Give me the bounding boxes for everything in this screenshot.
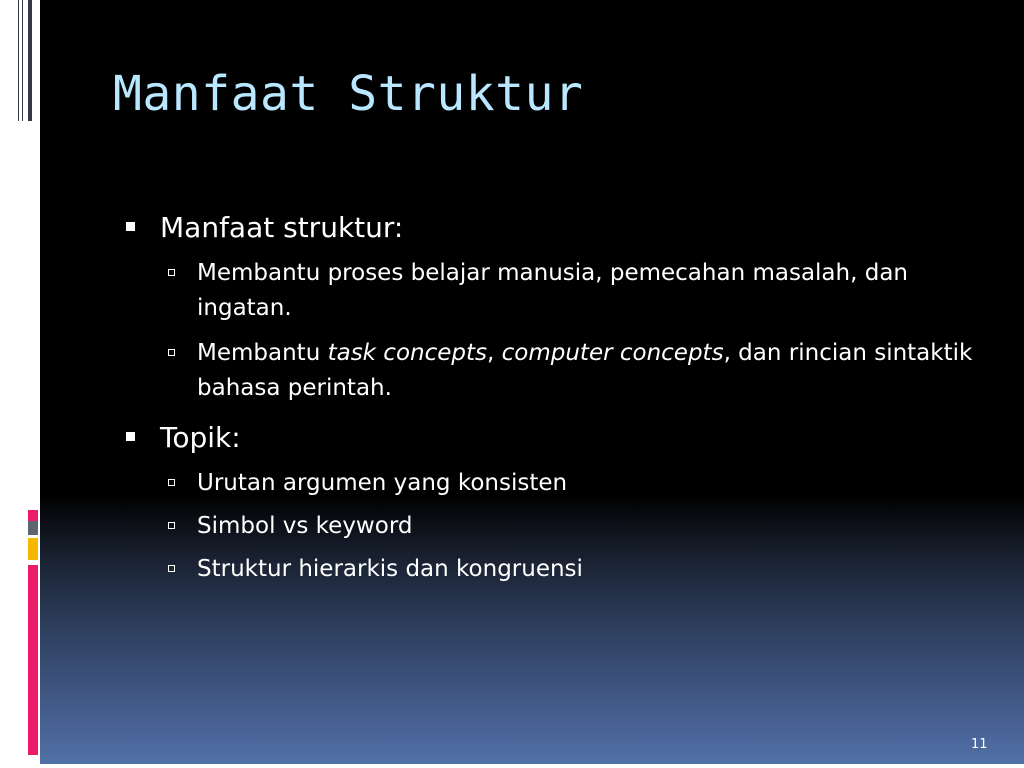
decorative-bar xyxy=(22,0,23,121)
yellow-block xyxy=(28,538,38,560)
slide-title: Manfaat Struktur xyxy=(113,66,584,122)
gray-block xyxy=(28,521,38,535)
decorative-bar xyxy=(18,0,19,121)
sub-bullet-item xyxy=(197,552,977,587)
sub-bullet-text xyxy=(197,340,972,401)
bullet-text: Topik: xyxy=(160,421,241,454)
text-separator: , xyxy=(487,340,502,366)
sub-bullet-text: Urutan argumen yang konsisten xyxy=(197,470,568,496)
hollow-square-bullet-icon xyxy=(168,269,175,276)
square-bullet-icon xyxy=(126,222,135,231)
bullet-text: Manfaat struktur: xyxy=(160,211,404,244)
text-suffix: , dan rincian sintaktik bahasa perintah. xyxy=(197,340,973,401)
sub-bullet-text: Simbol vs keyword xyxy=(197,513,413,539)
pink-bar xyxy=(28,565,38,755)
decorative-bar xyxy=(28,0,32,121)
sub-bullet-text: Membantu proses belajar manusia, pemecahan masalah, dan ingatan. xyxy=(197,260,908,321)
bottom-frame-strip xyxy=(0,764,1024,768)
hollow-square-bullet-icon xyxy=(168,479,175,486)
sub-bullet-item xyxy=(197,509,977,544)
sub-bullet-item xyxy=(197,466,977,501)
page-number: 11 xyxy=(971,737,988,752)
hollow-square-bullet-icon xyxy=(168,349,175,356)
bullet-item xyxy=(160,212,403,244)
sub-bullet-item xyxy=(197,336,977,406)
square-bullet-icon xyxy=(126,432,135,441)
emphasis-text: computer concepts xyxy=(501,340,724,366)
emphasis-text: task concepts xyxy=(327,340,487,366)
sub-bullet-text: Struktur hierarkis dan kongruensi xyxy=(197,556,583,582)
text-prefix: Membantu xyxy=(197,340,328,366)
hollow-square-bullet-icon xyxy=(168,565,175,572)
bullet-item xyxy=(160,422,241,454)
sub-bullet-item xyxy=(197,256,977,326)
hollow-square-bullet-icon xyxy=(168,522,175,529)
